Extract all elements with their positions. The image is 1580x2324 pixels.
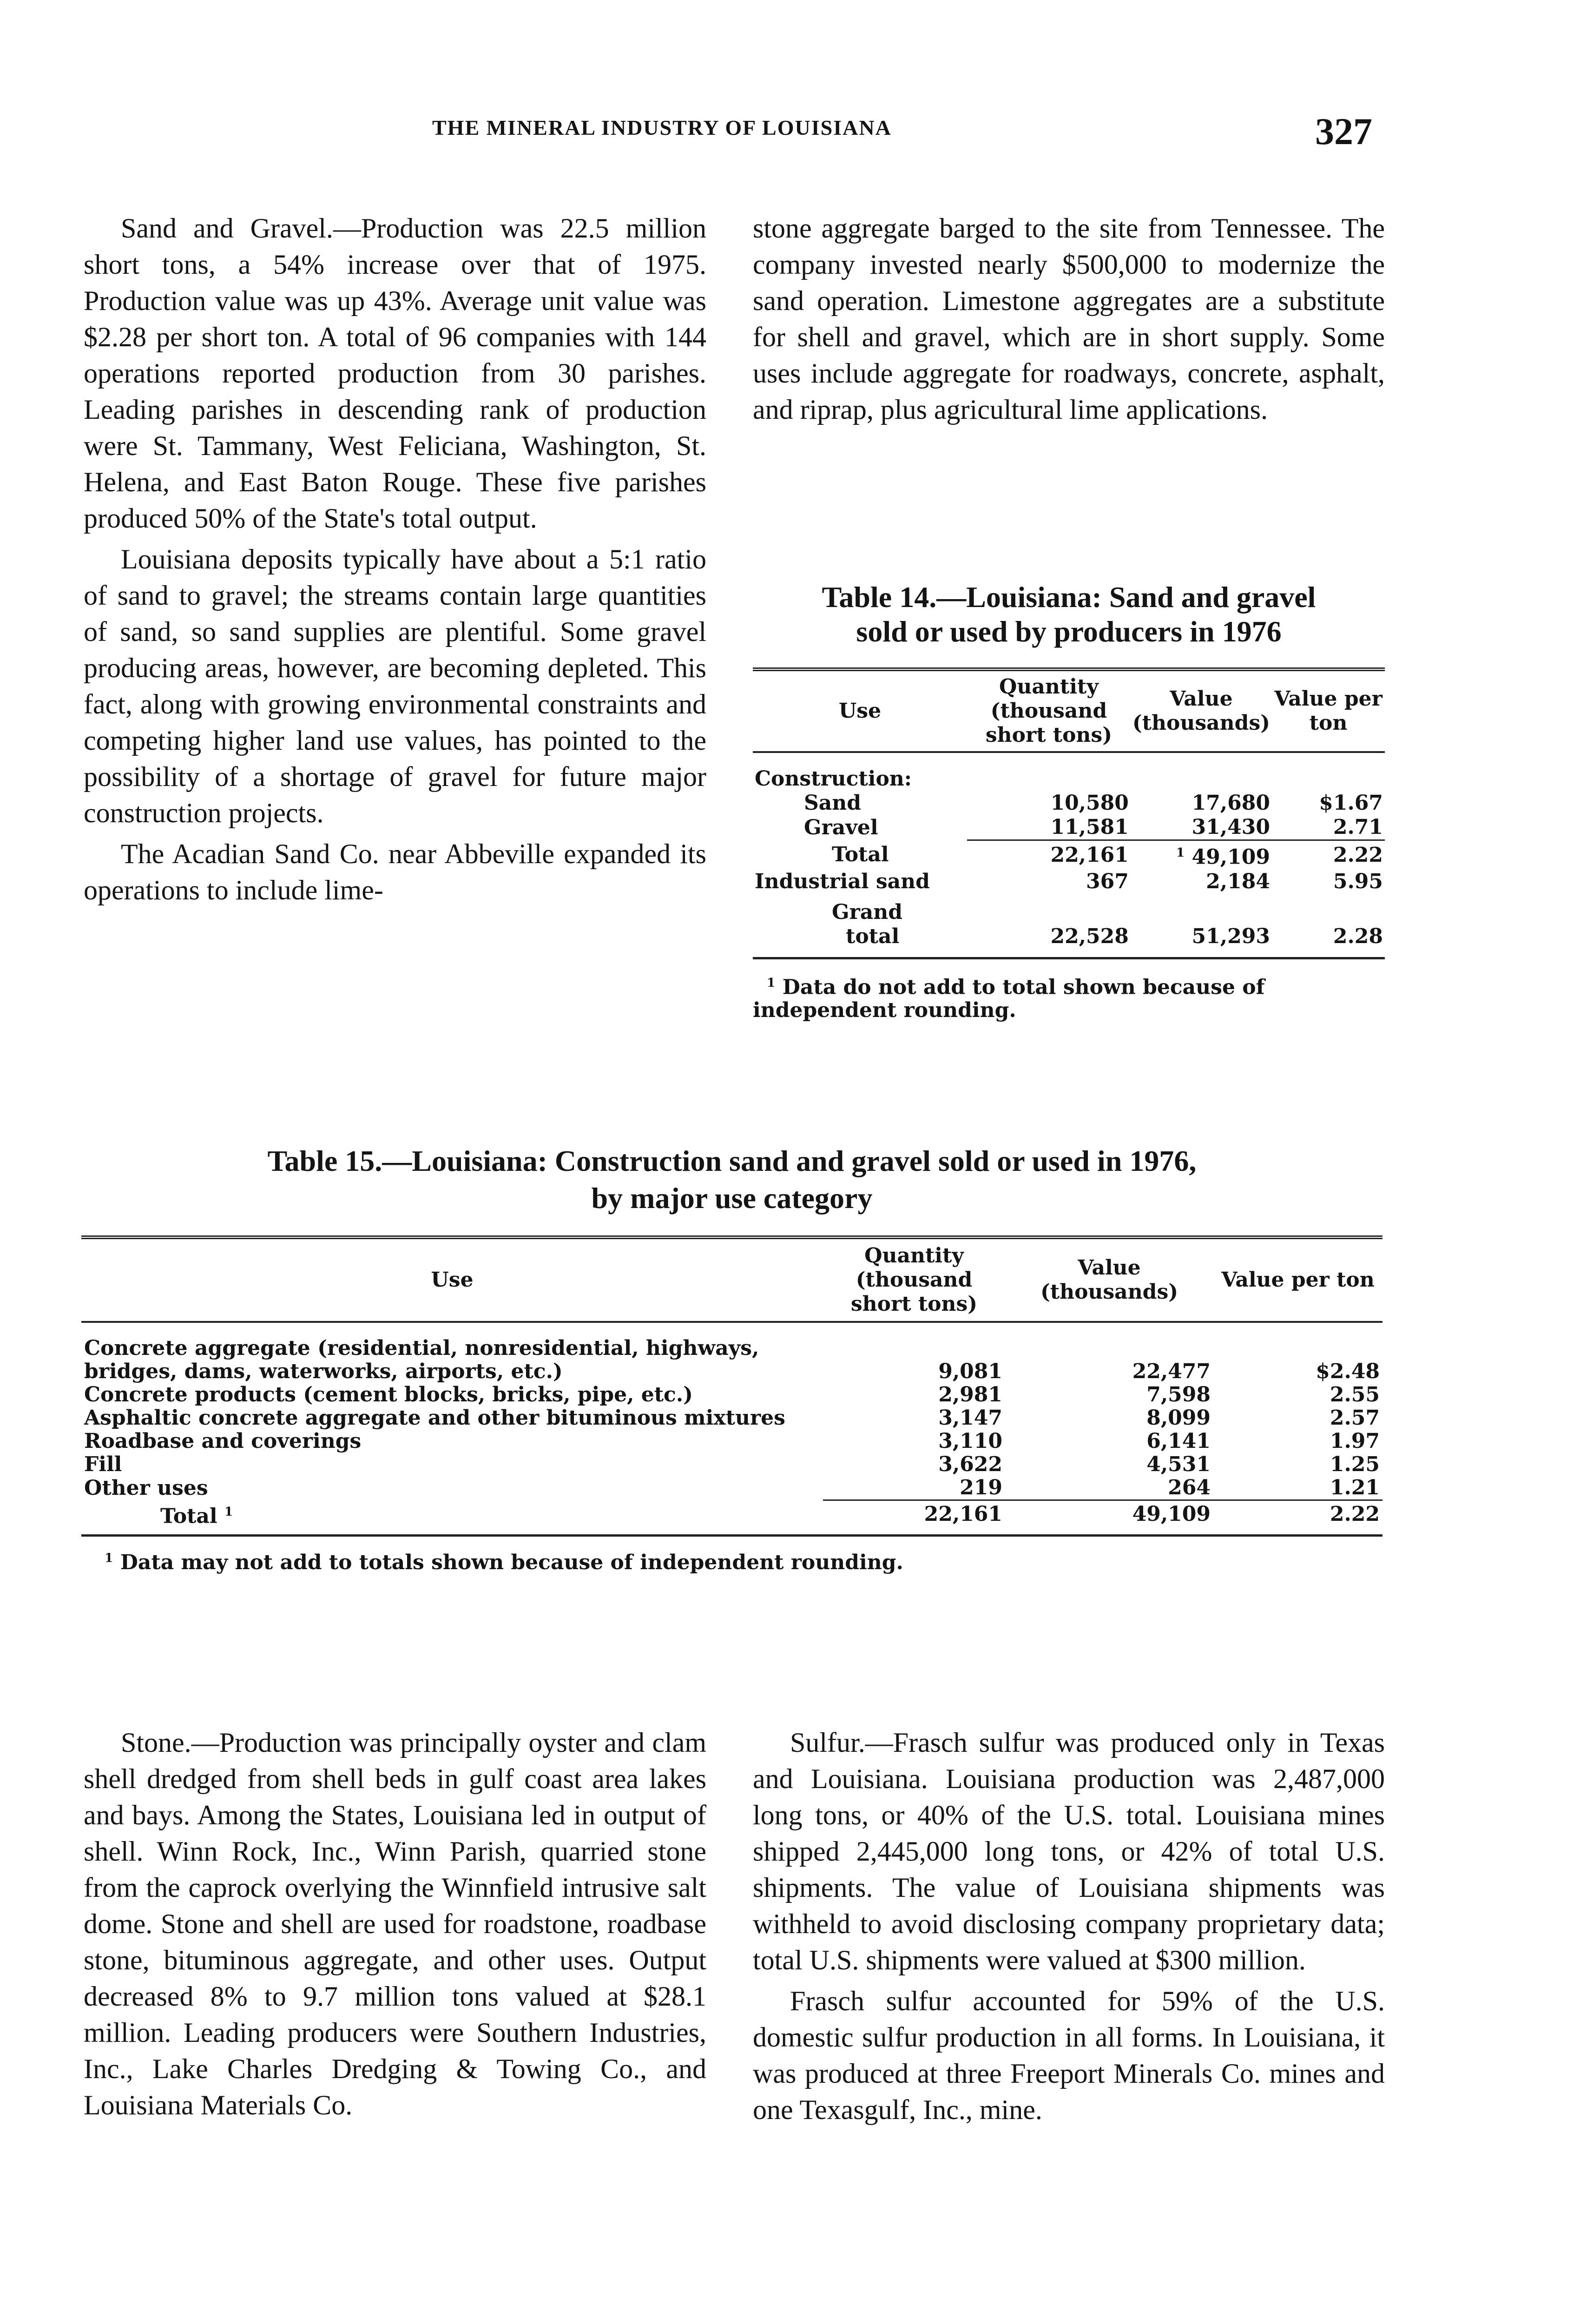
t15-total-label: Total (160, 1504, 217, 1528)
table-row (81, 1383, 1382, 1406)
sand-gravel-paragraph (84, 210, 706, 536)
t15-header-quantity: Quantity (thousand short tons) (823, 1237, 1005, 1322)
t14-cell-value: 31,430 (1192, 815, 1270, 839)
t15-cell-use: Concrete products (cement blocks, bricks, pipe, etc.) (84, 1383, 693, 1406)
t15-cell-per-ton: 2.55 (1330, 1383, 1380, 1406)
t14-total-value-cell (1131, 840, 1272, 870)
t15-cell-quantity: 9,081 (938, 1360, 1002, 1383)
stone-text: —Production was principally oyster and clam shell dredged from shell beds in gulf coast area lakes and bays. Among the States, Louisiana led in output of shell. Winn Rock, Inc., Winn Parish, quarried stone from the caprock overlying the Winnfield intrusive salt dome. Stone and shell are used for roadstone, roadbase stone, bituminous aggregate, and other uses. Output decreased 8% to 9.7 million tons valued at $28.1 million. Leading producers were Southern Industries, Inc., Lake Charles Dredging & Towing Co., and Louisiana Materials Co. (84, 1727, 706, 2120)
table-row (753, 870, 1385, 894)
sand-gravel-lead: Sand and Gravel. (121, 213, 333, 244)
t15-cell-per-ton: $2.48 (1316, 1360, 1380, 1383)
t14-total-value: 49,109 (1192, 845, 1270, 869)
t15-cell-quantity: 3,110 (938, 1429, 1002, 1453)
t14-header-use: Use (753, 669, 967, 752)
t14-total-value-note: 1 (1176, 845, 1185, 860)
t14-total-quantity: 22,161 (967, 840, 1131, 870)
t14-industrial-quantity: 367 (1086, 869, 1129, 893)
t14-cell-quantity: 11,581 (1050, 815, 1129, 839)
table-row (753, 752, 1385, 791)
t15-footnote-text: Data may not add to totals shown because of independent rounding. (120, 1551, 903, 1575)
t14-total-per-ton: 2.22 (1272, 840, 1385, 870)
t15-cell-value: 22,477 (1132, 1360, 1211, 1383)
page-header (0, 110, 1580, 152)
t14-cell-use: Sand (804, 791, 862, 815)
sulfur-lead: Sulfur. (790, 1727, 865, 1758)
stone-paragraph (84, 1724, 706, 2123)
t15-cell-value: 7,598 (1146, 1383, 1211, 1406)
table-row (753, 840, 1385, 870)
t15-cell-value: 264 (1168, 1476, 1211, 1499)
t15-footnote-mark: 1 (105, 1551, 113, 1565)
table-15 (81, 1142, 1382, 1574)
t15-cell-per-ton: 2.57 (1330, 1406, 1380, 1430)
table-15-header-row (81, 1237, 1382, 1322)
t14-industrial-per-ton: 5.95 (1333, 869, 1383, 893)
t14-cell-per-ton: 2.71 (1333, 815, 1383, 839)
table-15-caption-line1: Table 15.—Louisiana: Construction sand and gravel sold or used in 1976, (267, 1144, 1197, 1177)
t14-grand-value: 51,293 (1131, 924, 1272, 958)
t15-cell-use: Other uses (84, 1476, 208, 1500)
t15-cell-use: Fill (84, 1452, 122, 1476)
table-15-grid (81, 1235, 1382, 1537)
t15-cell-per-ton: 1.25 (1330, 1452, 1380, 1476)
stone-lead: Stone. (121, 1727, 191, 1758)
table-14-footnote (753, 971, 1385, 1023)
t15-total-note: 1 (224, 1504, 233, 1519)
t14-grand-per-ton: 2.28 (1272, 924, 1385, 958)
stone-column (84, 1724, 706, 2123)
t15-cell-quantity: 3,622 (938, 1452, 1002, 1476)
table-row (753, 924, 1385, 958)
sulfur-column (753, 1724, 1385, 2128)
t15-header-value: Value (thousands) (1005, 1237, 1213, 1322)
t14-cell-value: 17,680 (1192, 791, 1270, 815)
t14-industrial-value: 2,184 (1206, 869, 1270, 893)
table-row (81, 1406, 1382, 1430)
table-15-caption-line2: by major use category (591, 1182, 873, 1215)
t15-cell-per-ton: 1.97 (1330, 1429, 1380, 1453)
t14-total-label: Total (832, 843, 889, 867)
table-14-caption-line2: sold or used by producers in 1976 (856, 615, 1282, 648)
t15-cell-use: Roadbase and coverings (84, 1429, 362, 1453)
t14-grand-label-1: Grand (832, 900, 903, 924)
table-14-header-row (753, 669, 1385, 752)
frasch-paragraph: Frasch sulfur accounted for 59% of the U.S. domestic sulfur production in all forms. In Louisiana, it was produced at three Freeport Minerals Co. mines and one Texasgulf, Inc., mine. (753, 1986, 1385, 2125)
t14-grand-quantity: 22,528 (967, 924, 1131, 958)
t15-cell-value: 6,141 (1146, 1429, 1211, 1453)
table-row (753, 791, 1385, 815)
t14-header-value-per-ton: Value per ton (1272, 669, 1385, 752)
t14-section-label: Construction: (755, 767, 912, 791)
t15-cell-quantity: 2,981 (938, 1383, 1002, 1406)
t15-cell-quantity: 3,147 (938, 1406, 1002, 1430)
t15-total-label-cell (81, 1500, 823, 1536)
t14-cell-use: Gravel (804, 815, 878, 839)
table-14 (753, 580, 1385, 1022)
t15-cell-use: Asphaltic concrete aggregate and other bituminous mixtures (84, 1406, 785, 1430)
t14-footnote-mark: 1 (767, 975, 776, 990)
t15-header-use: Use (81, 1237, 823, 1322)
sulfur-paragraph (753, 1724, 1385, 1978)
t14-grand-label-2: total (753, 924, 967, 958)
t14-header-quantity: Quantity (thousand short tons) (967, 669, 1131, 752)
table-14-caption-line1: Table 14.—Louisiana: Sand and gravel (822, 581, 1316, 614)
t15-cell-value: 4,531 (1146, 1452, 1211, 1476)
table-row (81, 1322, 1382, 1383)
table-row (81, 1453, 1382, 1476)
acadian-paragraph: The Acadian Sand Co. near Abbeville expanded its operations to include lime- (84, 838, 706, 905)
t15-total-quantity: 22,161 (823, 1500, 1005, 1536)
sulfur-text: —Frasch sulfur was produced only in Texas and Louisiana. Louisiana production was 2,487,000 long tons, or 40% of the U.S. total. Louisiana mines shipped 2,445,000 long tons, or 42% of total U.S. shipments. The value of Louisiana shipments was withheld to avoid disclosing company proprietary data; total U.S. shipments were valued at $300 million. (753, 1727, 1385, 1975)
t15-cell-use: Concrete aggregate (residential, nonresidential, highways, bridges, dams, waterworks, airports, etc.) (84, 1336, 759, 1383)
table-15-footnote (81, 1551, 1382, 1574)
table-15-caption (81, 1142, 1382, 1217)
t15-cell-per-ton: 1.21 (1330, 1476, 1380, 1499)
left-column (84, 210, 706, 908)
table-row (81, 1476, 1382, 1500)
table-row (81, 1430, 1382, 1453)
sand-gravel-text: —Production was 22.5 million short tons, a 54% increase over that of 1975. Production value was up 43%. Average unit value was $2.28 per short ton. A total of 96 companies with 144 operations reported production from 30 parishes. Leading parishes in descending rank of production were St. Tammany, West Feliciana, Washington, St. Helena, and East Baton Rouge. These five parishes produced 50% of the State's total output. (84, 213, 707, 534)
table-14-caption (753, 580, 1385, 649)
t15-total-value: 49,109 (1005, 1500, 1213, 1536)
running-title: THE MINERAL INDUSTRY OF LOUISIANA (432, 116, 892, 139)
right-column-top (753, 210, 1385, 428)
t15-cell-quantity: 219 (960, 1476, 1002, 1499)
t15-cell-value: 8,099 (1146, 1406, 1211, 1430)
t14-industrial-label: Industrial sand (755, 869, 930, 893)
page-number: 327 (1315, 110, 1372, 152)
deposits-paragraph: Louisiana deposits typically have about a 5:1 ratio of sand to gravel; the streams contain large quantities of sand, so sand supplies are plentiful. Some gravel producing areas, however, are becoming depleted. This fact, along with growing environmental constraints and competing higher land use values, has pointed to the possibility of a shortage of gravel for future major construction projects. (84, 544, 706, 828)
table-14-grid (753, 667, 1385, 959)
t15-header-value-per-ton: Value per ton (1213, 1237, 1382, 1322)
t14-header-value: Value (thousands) (1131, 669, 1272, 752)
table-row (753, 815, 1385, 840)
table-row (81, 1500, 1382, 1536)
t15-total-per-ton: 2.22 (1213, 1500, 1382, 1536)
t14-cell-per-ton: $1.67 (1319, 791, 1383, 815)
t14-footnote-text: Data do not add to total shown because of independent rounding. (753, 975, 1265, 1023)
t14-cell-quantity: 10,580 (1050, 791, 1129, 815)
table-row (753, 894, 1385, 924)
continuation-paragraph: stone aggregate barged to the site from Tennessee. The company invested nearly $500,000 to modernize the sand operation. Limestone aggregates are a substitute for shell and gravel, which are in short supply. Some uses include aggregate for roadways, concrete, asphalt, and riprap, plus agricultural lime applications. (753, 213, 1385, 425)
